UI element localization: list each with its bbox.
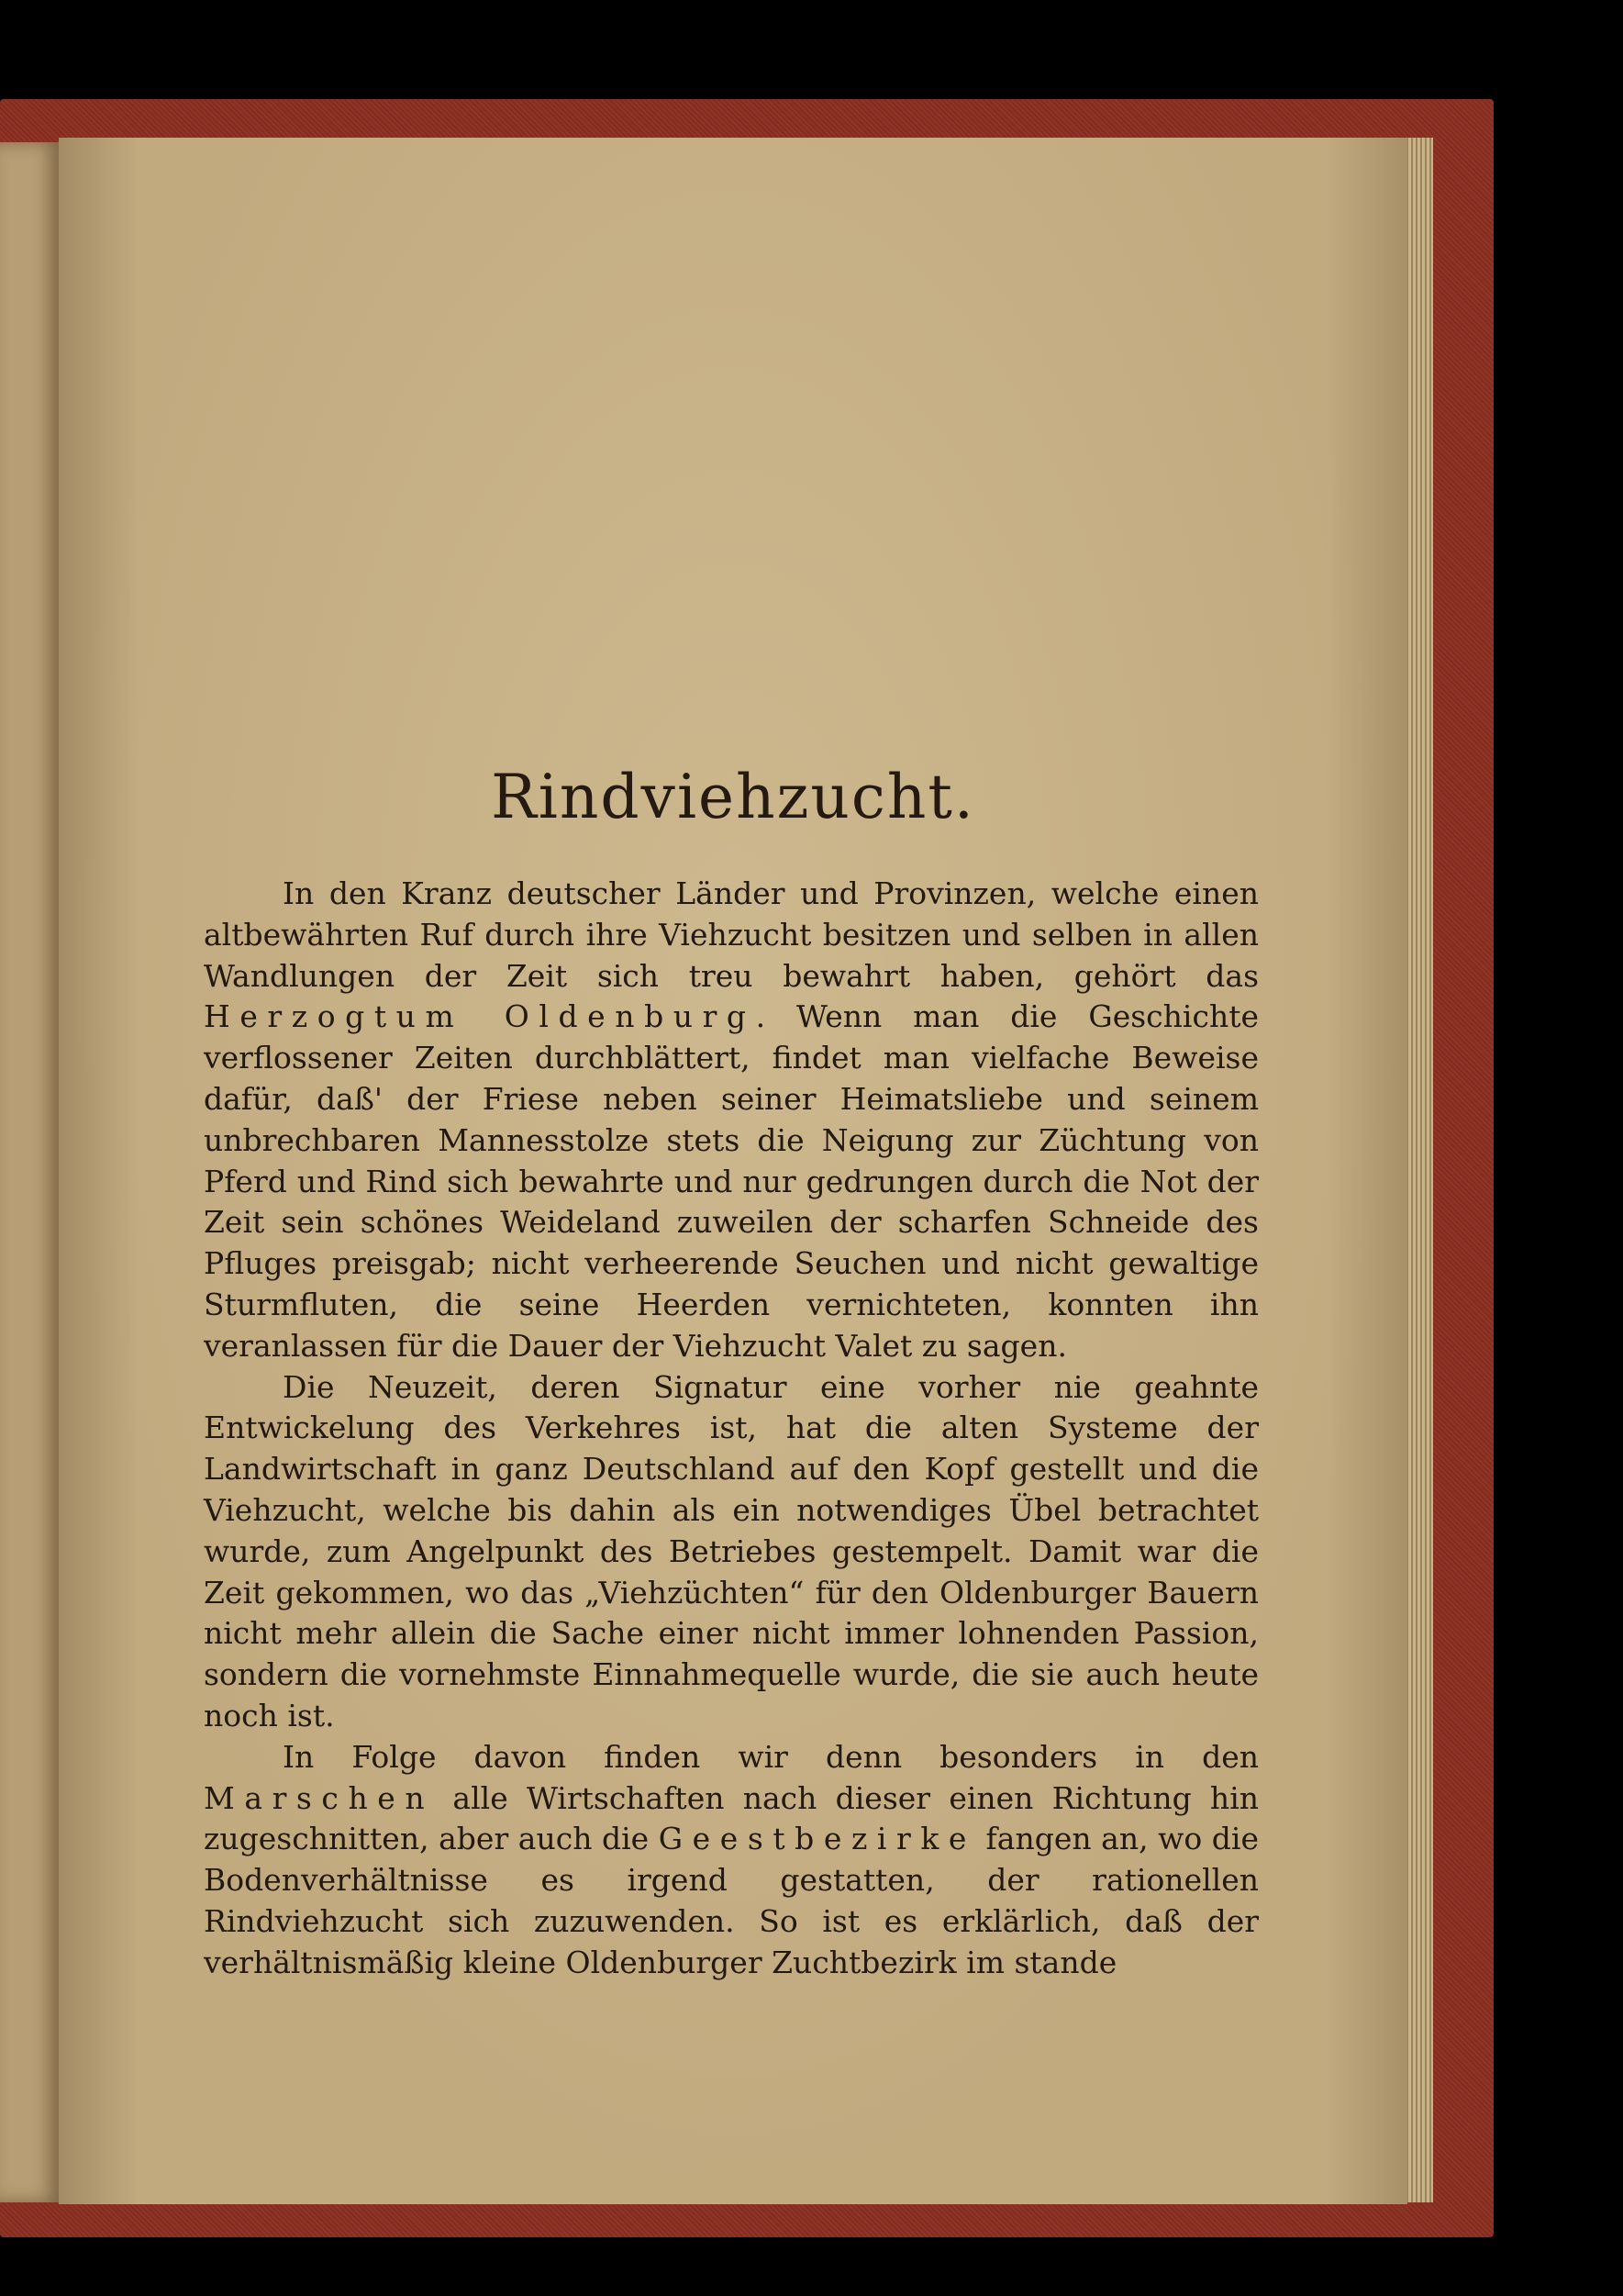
facing-page-edge	[0, 142, 59, 2202]
paragraph-3	[204, 1737, 1259, 1984]
page-stack-edge	[1404, 138, 1433, 2202]
text-run: . Wenn man die Geschichte verflossener Zeiten durchblättert, findet man vielfache Beweise dafür, daß' der Friese neben seiner Heimatsliebe und seinem unbrechbaren Mannesstolze stets die Neigung zur Züchtung von Pferd und Rind sich bewahrte und nur gedrungen durch die Not der Zeit sein schönes Weideland zuweilen der scharfen Schneide des Pfluges preisgab; nicht verheerende Seuchen und nicht gewaltige Sturmfluten, die seine Heerden vernichteten, konnten ihn veranlassen für die Dauer der Viehzucht Valet zu sagen.	[204, 998, 1259, 1364]
text-run: In Folge davon finden wir denn besonders in den	[283, 1738, 1259, 1775]
paragraph-1	[204, 874, 1259, 1367]
text-run: In den Kranz deutscher Länder und Provinzen, welche einen altbewährten Ruf durch ihre Viehzucht besitzen und selben in allen Wandlungen der Zeit sich treu bewahrt haben, gehört das	[204, 875, 1259, 994]
text-run: alle Wirtschaften nach dieser einen Richtung hin zugeschnitten, aber auch die	[204, 1779, 1259, 1857]
body-text	[204, 874, 1259, 1984]
book-page	[59, 138, 1407, 2204]
spaced-term-herzogtum-oldenburg: Herzogtum Oldenburg	[204, 998, 756, 1035]
text-run: fangen an, wo die Bodenverhältnisse es irgend gestatten, der rationellen Rindviehzucht sich zuzuwenden. So ist es erklärlich, daß der verhältnismäßig kleine Oldenburger Zuchtbezirk im stande	[204, 1821, 1260, 1980]
text-run: Die Neuzeit, deren Signatur eine vorher nie geahnte Entwickelung des Verkehres ist, hat die alten Systeme der Landwirtschaft in ganz Deutschland auf den Kopf gestellt und die Viehzucht, welche bis dahin als ein notwendiges Übel betrachtet wurde, zum Angelpunkt des Betriebes gestempelt. Damit war die Zeit gekommen, wo das „Viehzüchten“ für den Oldenburger Bauern nicht mehr allein die Sache einer nicht immer lohnenden Passion, sondern die vornehmste Einnahmequelle wurde, die sie auch heute noch ist.	[204, 1368, 1259, 1733]
chapter-title: Rindviehzucht.	[491, 762, 975, 832]
spaced-term-marschen: Marschen	[204, 1779, 435, 1816]
paragraph-2	[204, 1367, 1259, 1737]
spaced-term-geestbezirke: Geestbezirke	[658, 1821, 976, 1857]
